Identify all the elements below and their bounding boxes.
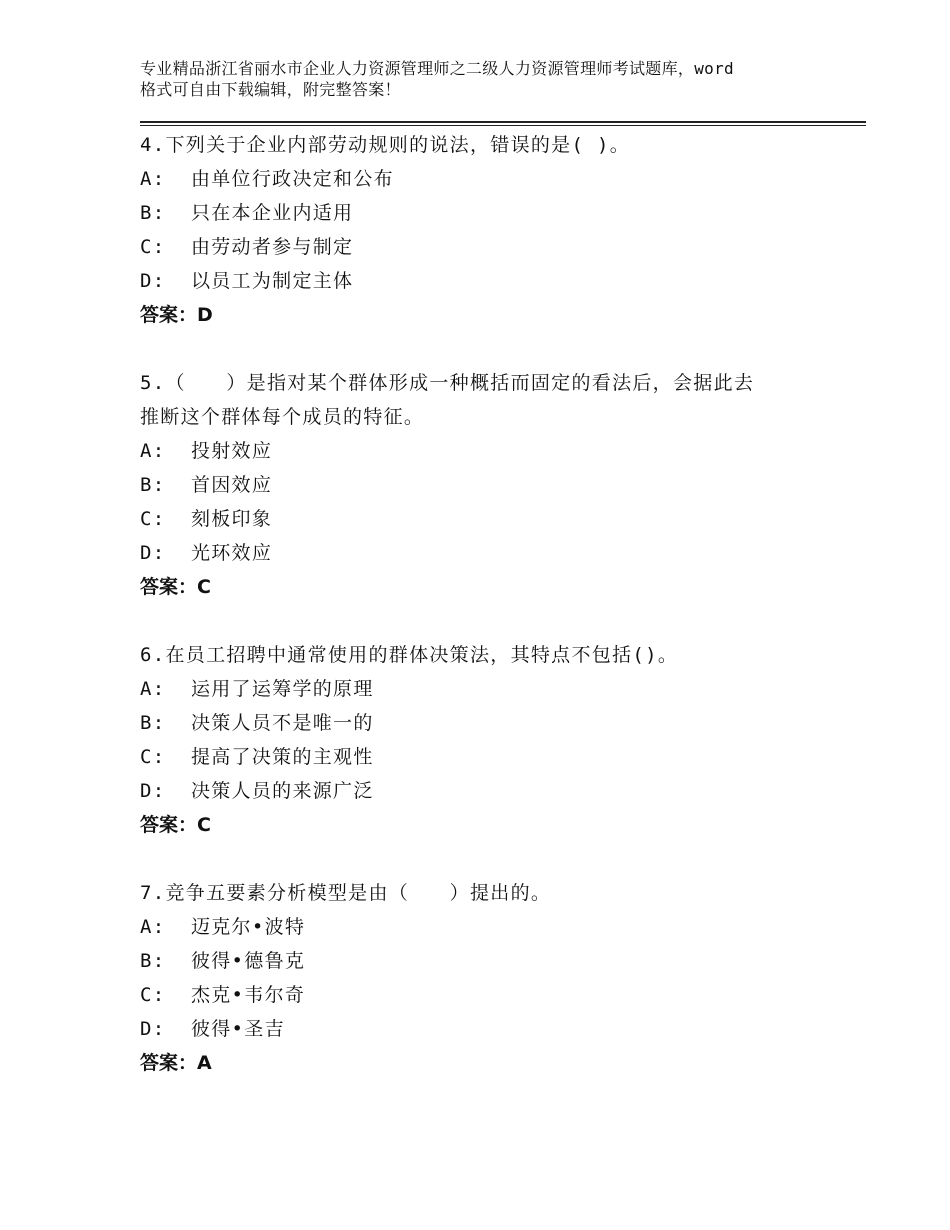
option-a: A: 投射效应: [140, 440, 273, 462]
question-stem: 6.在员工招聘中通常使用的群体决策法，其特点不包括()。: [140, 644, 679, 666]
question-5: [140, 366, 860, 604]
question-6: [140, 638, 860, 842]
header-divider-thin: [140, 125, 866, 126]
header-divider-thick: [140, 121, 866, 123]
header-line-2: 格式可自由下载编辑，附完整答案！: [140, 80, 401, 99]
question-4: [140, 128, 860, 332]
answer-line: 答案：C: [140, 576, 211, 598]
option-b: B: 只在本企业内适用: [140, 202, 354, 224]
spacer: [140, 332, 860, 366]
answer-line: 答案：D: [140, 304, 213, 326]
option-d: D: 彼得•圣吉: [140, 1018, 285, 1040]
option-b: B: 首因效应: [140, 474, 273, 496]
document-header: [140, 58, 840, 100]
option-c: C: 提高了决策的主观性: [140, 746, 374, 768]
option-c: C: 刻板印象: [140, 508, 273, 530]
question-stem: 7.竞争五要素分析模型是由（ ）提出的。: [140, 882, 552, 904]
option-c: C: 由劳动者参与制定: [140, 236, 354, 258]
question-stem: 5.（ ）是指对某个群体形成一种概括而固定的看法后，会据此去: [140, 372, 755, 394]
question-stem-continued: 推断这个群体每个成员的特征。: [140, 406, 425, 428]
option-a: A: 运用了运筹学的原理: [140, 678, 374, 700]
option-b: B: 彼得•德鲁克: [140, 950, 306, 972]
option-d: D: 决策人员的来源广泛: [140, 780, 374, 802]
option-a: A: 由单位行政决定和公布: [140, 168, 394, 190]
option-d: D: 光环效应: [140, 542, 273, 564]
option-c: C: 杰克•韦尔奇: [140, 984, 306, 1006]
spacer: [140, 842, 860, 876]
option-b: B: 决策人员不是唯一的: [140, 712, 374, 734]
option-a: A: 迈克尔•波特: [140, 916, 306, 938]
option-d: D: 以员工为制定主体: [140, 270, 354, 292]
spacer: [140, 604, 860, 638]
answer-line: 答案：C: [140, 814, 211, 836]
answer-line: 答案：A: [140, 1052, 212, 1074]
question-7: [140, 876, 860, 1080]
header-line-1: 专业精品浙江省丽水市企业人力资源管理师之二级人力资源管理师考试题库，word: [140, 59, 734, 78]
question-list: [140, 128, 860, 1080]
question-stem: 4.下列关于企业内部劳动规则的说法，错误的是( )。: [140, 134, 630, 156]
